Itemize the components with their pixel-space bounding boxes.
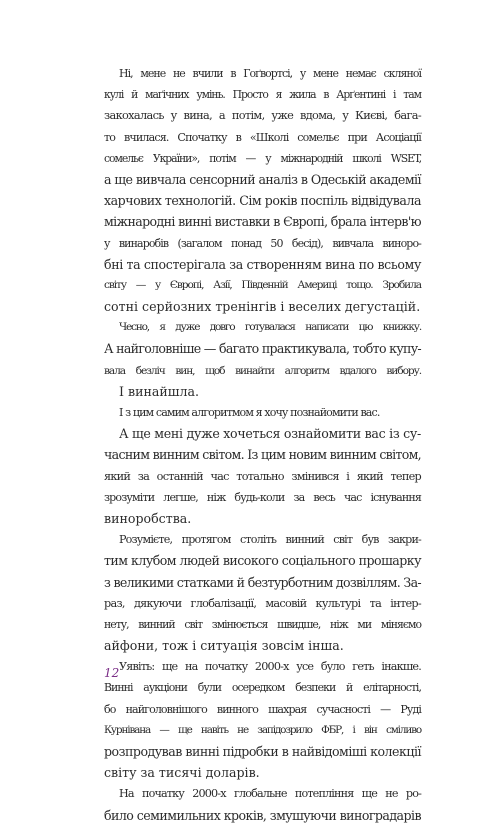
text-line: А найголовніше — багато практикувала, тобто купу- xyxy=(104,341,421,357)
text-line: сомельє України», потім — у міжнародній школі WSET, xyxy=(104,151,421,165)
text-line: а ще вивчала сенсорний аналіз в Одеській академії xyxy=(104,171,421,187)
text-line: то вчилася. Спочатку в «Школі сомельє при Асоціації xyxy=(104,130,421,144)
text-line: Розумієте, протягом століть винний світ був закри- xyxy=(119,533,421,547)
text-line: Уявіть: ще на початку 2000-х усе було геть інакше. xyxy=(119,660,421,674)
text-line: який за останній час тотально змінився і який тепер xyxy=(104,469,421,483)
text-line: міжнародні винні виставки в Європі, брала інтерв'ю xyxy=(104,214,421,230)
text-line: А ще мені дуже хочеться ознайомити вас із су- xyxy=(119,426,421,442)
text-line: Ні, мене не вчили в Гоґвортсі, у мене немає скляної xyxy=(119,67,421,80)
page-number: 12 xyxy=(104,666,120,680)
text-line: раз, дякуючи глобалізації, масовій культурі та інтер- xyxy=(104,596,421,610)
text-line: харчових технологій. Сім років поспіль відвідувала xyxy=(104,193,421,209)
text-line: розпродував винні підробки в найвідоміші колекції xyxy=(104,744,421,759)
text-line: Чесно, я дуже довго готувалася написати цю книжку. xyxy=(119,321,421,334)
text-line: сотні серйозних тренінгів і веселих дегустацій. xyxy=(104,299,421,315)
text-line: виноробства. xyxy=(104,510,192,526)
text-line: кулі й маґічних умінь. Просто я жила в Арґентині і там xyxy=(104,88,421,102)
text-line: бо найголовнішого винного шахрая сучасності — Руді xyxy=(104,702,421,716)
body-text xyxy=(104,63,421,826)
text-line: І винайшла. xyxy=(119,383,199,399)
text-line: Винні аукціони були осередком безпеки й елітарності, xyxy=(104,681,421,695)
text-line: світу за тисячі доларів. xyxy=(104,765,260,781)
text-line: тим клубом людей високого соціального прошарку xyxy=(104,553,421,569)
text-line: На початку 2000-х глобальне потепління ще не ро- xyxy=(119,787,421,801)
text-line: часним винним світом. Із цим новим винним світом, xyxy=(104,447,421,463)
text-line: вала безліч вин, щоб винайти алгоритм вдалого вибору. xyxy=(104,363,421,377)
text-line: світу — у Європі, Азії, Південній Америці тощо. Зробила xyxy=(104,278,421,291)
text-line: закохалась у вина, а потім, уже вдома, у Києві, бага- xyxy=(104,108,421,123)
text-line: у винаробів (загалом понад 50 бесід), вивчала виноро- xyxy=(104,236,421,250)
text-line: І з цим самим алгоритмом я хочу познайомити вас. xyxy=(119,406,380,419)
text-line: нету, винний світ змінюється швидше, ніж ми міняємо xyxy=(104,617,421,631)
text-line: било семимильних кроків, змушуючи виноградарів xyxy=(104,807,421,823)
text-line: бні та спостерігала за створенням вина по всьому xyxy=(104,256,421,272)
text-line: зрозуміти легше, ніж будь-коли за весь час існування xyxy=(104,490,421,504)
text-line: Курнівана — ще навіть не запідозрило ФБР, і він сміливо xyxy=(104,723,421,736)
text-line: з великими статками й безтурботним дозвіллям. За- xyxy=(104,574,421,590)
text-line: айфони, тож і ситуація зовсім інша. xyxy=(104,638,344,654)
